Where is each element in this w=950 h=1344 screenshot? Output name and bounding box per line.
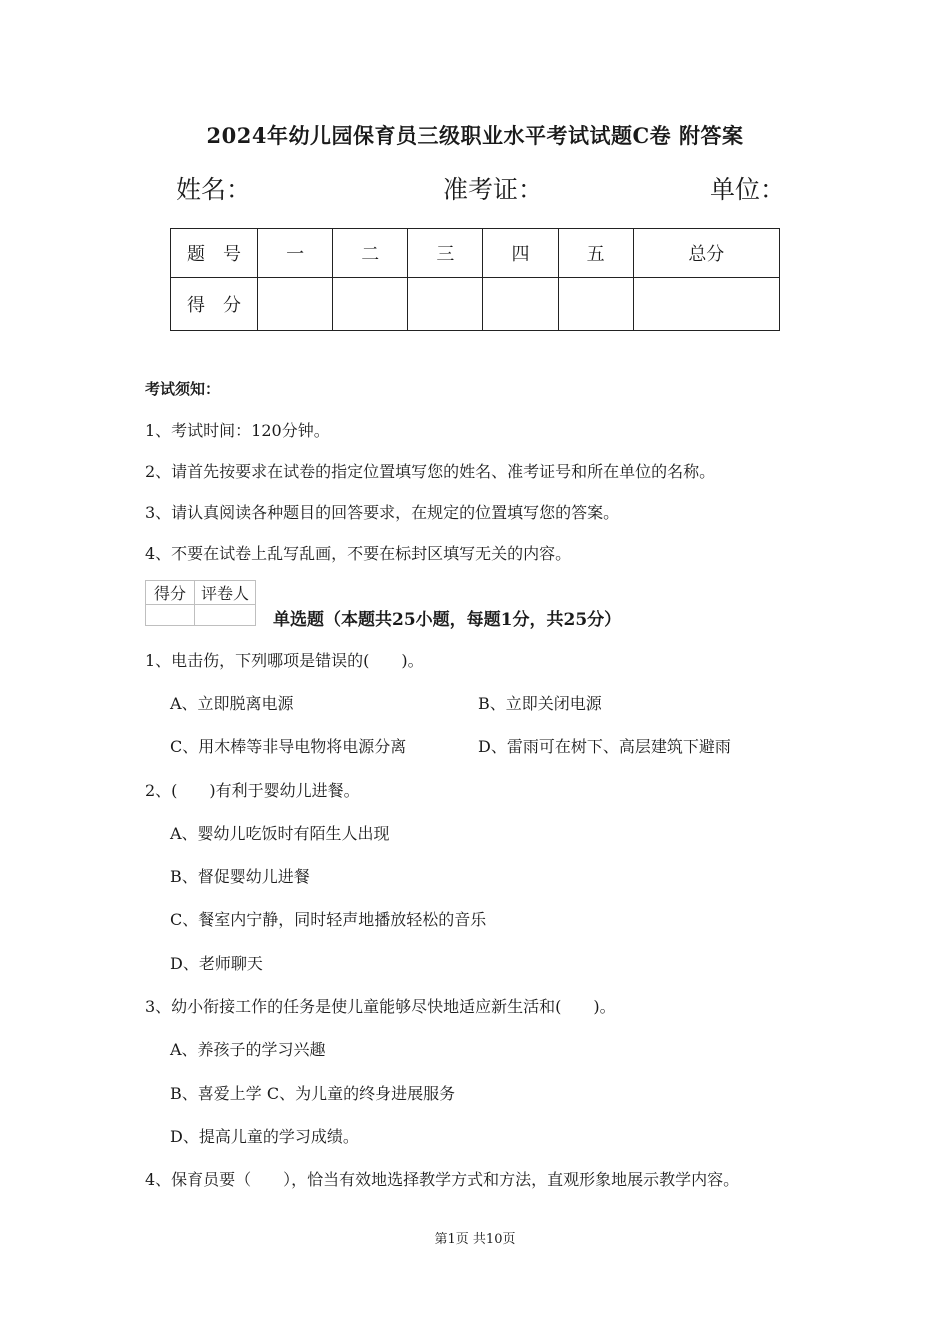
- score-cell-1[interactable]: [258, 278, 333, 331]
- question-option[interactable]: C、用木棒等非导电物将电源分离: [170, 737, 407, 756]
- grader-box-entry-row: [146, 605, 256, 626]
- score-table-score-row: [171, 278, 780, 331]
- question-option[interactable]: B、督促婴幼儿进餐: [170, 867, 310, 886]
- score-table: [170, 228, 780, 331]
- score-cell-4[interactable]: [483, 278, 558, 331]
- question-stem: 2、( )有利于婴幼儿进餐。: [145, 781, 360, 800]
- question-stem: 3、幼小衔接工作的任务是使儿童能够尽快地适应新生活和( )。: [145, 997, 616, 1016]
- question-option[interactable]: C、餐室内宁静，同时轻声地播放轻松的音乐: [170, 910, 487, 929]
- question-option[interactable]: B、立即关闭电源: [478, 694, 602, 713]
- question-stem: 1、电击伤，下列哪项是错误的( )。: [145, 651, 424, 670]
- score-row-label: 得 分: [171, 278, 258, 331]
- notice-item: 2、请首先按要求在试卷的指定位置填写您的姓名、准考证号和所在单位的名称。: [145, 462, 716, 481]
- question-stem: 4、保育员要（ ），恰当有效地选择教学方式和方法，直观形象地展示教学内容。: [145, 1170, 740, 1189]
- notice-item: 4、不要在试卷上乱写乱画，不要在标封区填写无关的内容。: [145, 544, 572, 563]
- score-table-header-row: [171, 229, 780, 278]
- question-option[interactable]: A、立即脱离电源: [170, 694, 294, 713]
- name-field-label: 姓名：: [176, 175, 252, 204]
- score-table-header-cell: 二: [333, 229, 408, 278]
- exam-title: 2024年幼儿园保育员三级职业水平考试试题C卷 附答案: [206, 123, 744, 148]
- exam-id-field-label: 准考证：: [443, 175, 544, 204]
- score-table-header-cell: 四: [483, 229, 558, 278]
- grader-score-label: 得分: [146, 581, 195, 605]
- notice-heading: 考试须知：: [145, 380, 221, 398]
- grader-box-label-row: [146, 581, 256, 605]
- grader-box: [145, 580, 256, 626]
- question-option[interactable]: B、喜爱上学 C、为儿童的终身进展服务: [170, 1084, 456, 1103]
- score-table-header-cell: 题 号: [171, 229, 258, 278]
- question-option[interactable]: A、婴幼儿吃饭时有陌生人出现: [170, 824, 390, 843]
- question-option[interactable]: D、提高儿童的学习成绩。: [170, 1127, 359, 1146]
- question-option[interactable]: D、老师聊天: [170, 954, 263, 973]
- score-table-header-cell: 三: [408, 229, 483, 278]
- score-table-header-cell: 五: [558, 229, 633, 278]
- notice-item: 1、考试时间：120分钟。: [145, 421, 330, 440]
- score-table-header-cell: 一: [258, 229, 333, 278]
- score-cell-2[interactable]: [333, 278, 408, 331]
- page-footer: 第1页 共10页: [434, 1232, 516, 1247]
- score-cell-total[interactable]: [633, 278, 779, 331]
- score-cell-3[interactable]: [408, 278, 483, 331]
- grader-name-cell[interactable]: [195, 605, 256, 626]
- grader-name-label: 评卷人: [195, 581, 256, 605]
- question-option[interactable]: D、雷雨可在树下、高层建筑下避雨: [478, 737, 731, 756]
- score-cell-5[interactable]: [558, 278, 633, 331]
- score-table-header-cell: 总分: [633, 229, 779, 278]
- question-option[interactable]: A、养孩子的学习兴趣: [170, 1040, 326, 1059]
- grader-score-cell[interactable]: [146, 605, 195, 626]
- section-title: 单选题（本题共25小题，每题1分，共25分）: [273, 610, 622, 630]
- notice-item: 3、请认真阅读各种题目的回答要求，在规定的位置填写您的答案。: [145, 503, 620, 522]
- unit-field-label: 单位：: [710, 175, 786, 204]
